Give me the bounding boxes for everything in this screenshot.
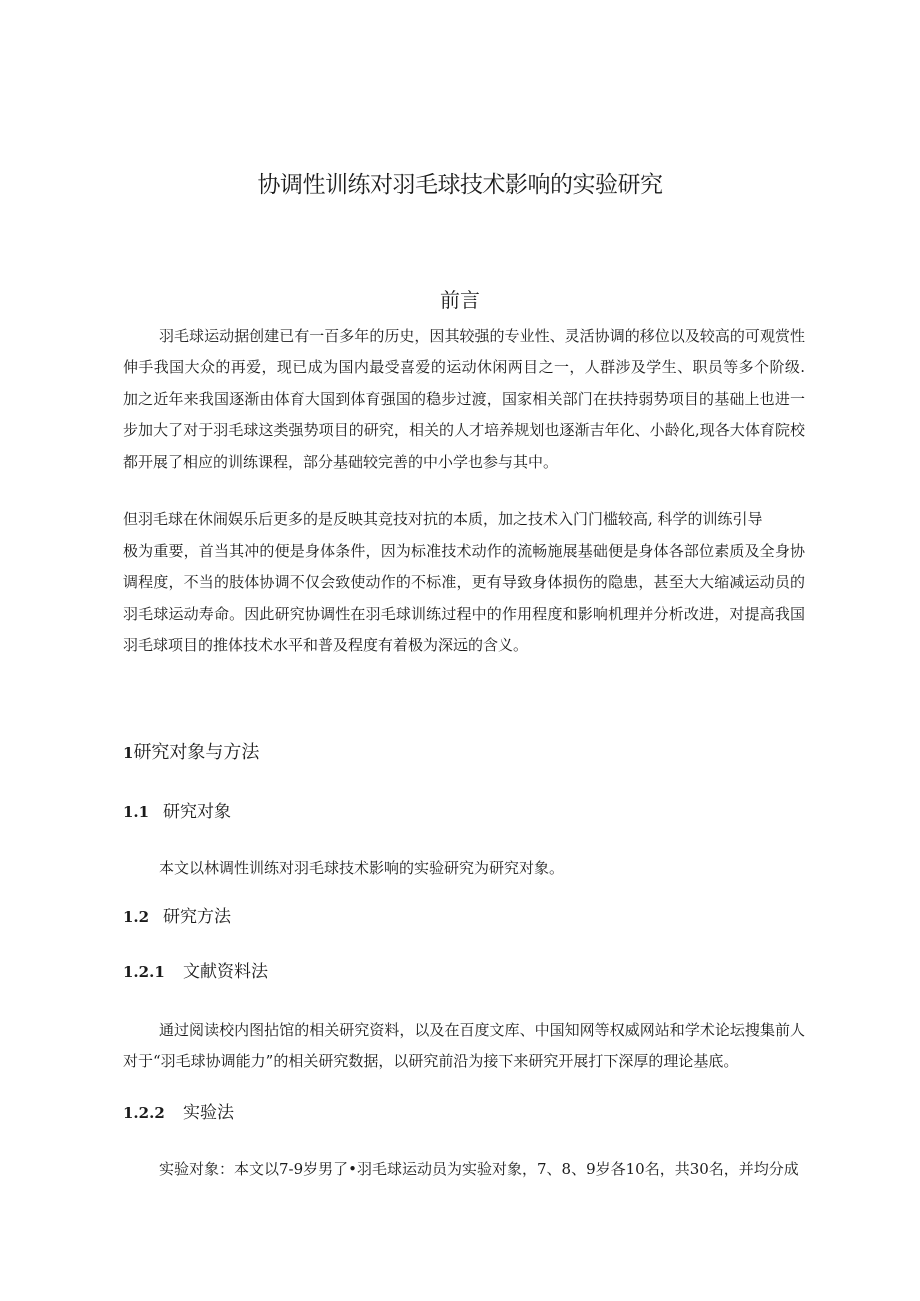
section-1-heading <box>123 738 259 764</box>
preface-paragraph-2-first-line: 但羽毛球在休闹娱乐后更多的是反映其竞技对抗的本质，加之技术入门门槛较高, 科学的训练引导 <box>123 510 763 528</box>
section-1-2-1-heading <box>123 957 268 982</box>
preface-paragraph-2-text: 极为重要，首当其冲的便是身体条件，因为标准技术动作的流畅施展基础便是身体各部位素质及全身协调程度，不当的肢体协调不仅会致使动作的不标准，更有导致身体损伤的隐患，甚至大大缩减运动员的羽毛球运动寿命。因此研究协调性在羽毛球训练过程中的作用程度和影响机理并分析改进，对提高我国羽毛球项目的推体技术水平和普及程度有着极为深远的含义。 <box>123 542 805 655</box>
section-1-2-title: 研究方法 <box>163 907 231 927</box>
section-1-number: 1 <box>123 744 134 762</box>
section-1-2-1-number: 1.2.1 <box>123 963 165 981</box>
section-1-1-number: 1.1 <box>123 803 150 821</box>
section-1-title: 研究对象与方法 <box>133 742 260 763</box>
section-1-2-2-heading <box>123 1098 234 1123</box>
section-1-2-heading <box>123 902 231 927</box>
document-title: 协调性训练对羽毛球技术影响的实验研究 <box>257 172 663 198</box>
section-1-2-number: 1.2 <box>123 908 150 926</box>
preface-paragraph-2 <box>123 536 805 662</box>
section-1-2-2-title: 实验法 <box>183 1103 234 1123</box>
section-1-2-1-text: 通过阅读校内图拈馆的相关研究资料，以及在百度文库、中国知网等权威网站和学术论坛搜集前人对于“羽毛球协调能力”的相关研究数据，以研究前沿为接下来研究开展打下深厚的理论基底。 <box>123 1021 805 1071</box>
preface-paragraph-1: 羽毛球运动据创建已有一百多年的历史，因其较强的专业性、灵活协调的移位以及较高的可观赏性伸手我国大众的再爱，现已成为国内最受喜爱的运动休闲两目之一，人群涉及学生、职员等多个阶级. 加之近年来我国逐渐由体育大国到体育强国的稳步过渡，国家相关部门在扶持弱势项目的基础上也进一步加大了对于羽毛球这类强势项目的研究，相关的人才培养规划也逐渐吉年化、小龄化,现各大体育院校都开展了相应的训练课程，部分基础较完善的中小学也参与其中。 <box>123 327 805 471</box>
preface-heading: 前言 <box>440 288 480 312</box>
section-1-1-title: 研究对象 <box>163 802 231 822</box>
section-1-1-heading <box>123 797 231 822</box>
section-1-2-2-number: 1.2.2 <box>123 1104 165 1122</box>
section-1-2-1-title: 文献资料法 <box>183 962 268 982</box>
section-1-1-text: 本文以林调性训练对羽毛球技术影响的实验研究为研究对象。 <box>159 859 565 877</box>
section-1-2-2-text: 实验对象：本文以7-9岁男了•羽毛球运动员为实验对象，7、8、9岁各10名，共30名，并均分成 <box>159 1160 799 1178</box>
